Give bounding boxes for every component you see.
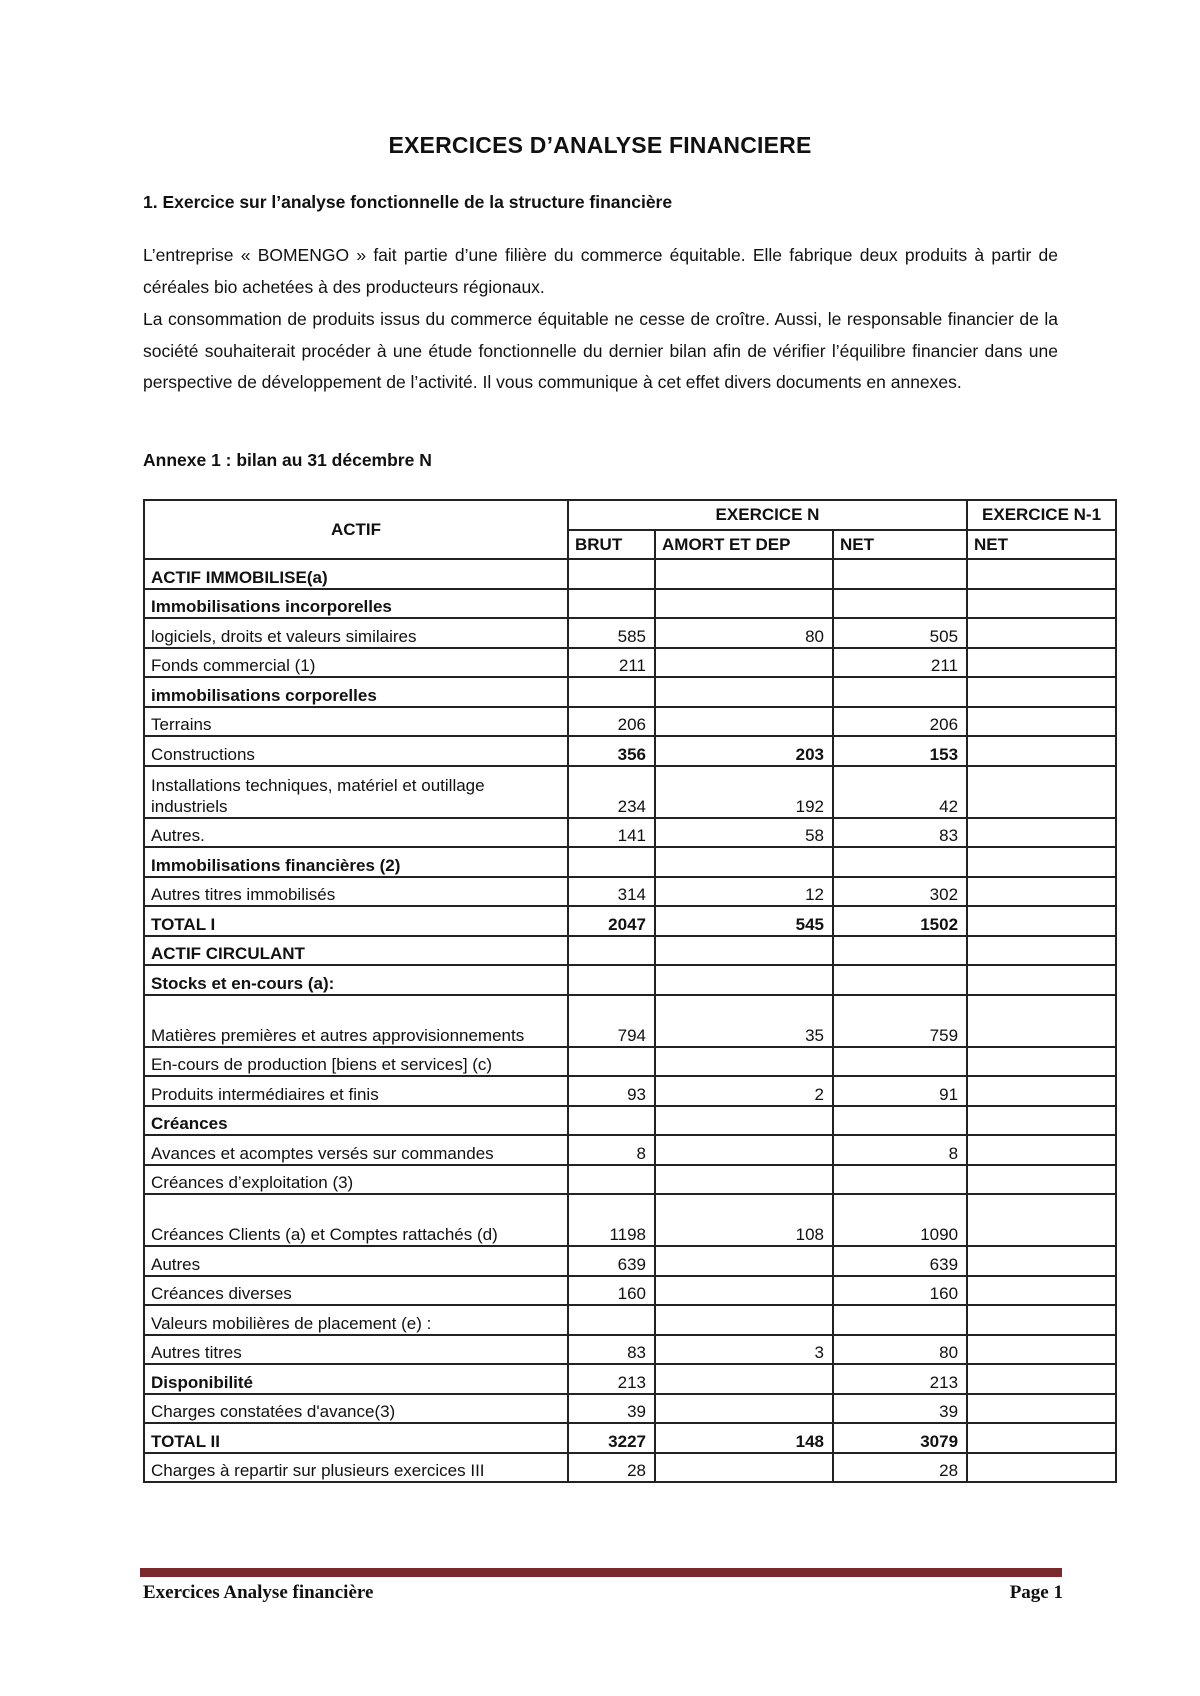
table-row <box>144 1165 1116 1195</box>
row-label: ACTIF CIRCULANT <box>144 936 568 966</box>
row-label: Installations techniques, matériel et outillage industriels <box>144 766 568 818</box>
row-label: ACTIF IMMOBILISE(a) <box>144 559 568 589</box>
row-net-n1 <box>967 1335 1116 1365</box>
row-brut: 39 <box>568 1394 655 1424</box>
row-brut: 93 <box>568 1076 655 1106</box>
header-amort: AMORT ET DEP <box>655 530 833 560</box>
row-brut: 356 <box>568 736 655 766</box>
row-net-n1 <box>967 1453 1116 1483</box>
row-amort: 35 <box>655 995 833 1047</box>
table-row <box>144 677 1116 707</box>
table-row <box>144 936 1116 966</box>
row-net <box>833 559 967 589</box>
row-net-n1 <box>967 736 1116 766</box>
table-row <box>144 906 1116 936</box>
row-amort <box>655 648 833 678</box>
row-brut: 3227 <box>568 1423 655 1453</box>
row-net: 3079 <box>833 1423 967 1453</box>
row-label: Stocks et en-cours (a): <box>144 965 568 995</box>
row-amort <box>655 677 833 707</box>
row-net-n1 <box>967 1076 1116 1106</box>
row-amort <box>655 1453 833 1483</box>
row-brut: 8 <box>568 1135 655 1165</box>
intro-paragraph-1: L’entreprise « BOMENGO » fait partie d’une filière du commerce équitable. Elle fabrique deux produits à partir de céréales bio achetées à des producteurs régionaux. <box>143 245 1058 297</box>
row-label: Créances diverses <box>144 1276 568 1306</box>
row-label: Matières premières et autres approvisionnements <box>144 995 568 1047</box>
row-net-n1 <box>967 818 1116 848</box>
row-brut <box>568 965 655 995</box>
table-row <box>144 1135 1116 1165</box>
row-net: 759 <box>833 995 967 1047</box>
page-title: EXERCICES D’ANALYSE FINANCIERE <box>388 132 812 158</box>
row-amort: 108 <box>655 1194 833 1246</box>
row-label: Autres <box>144 1246 568 1276</box>
row-amort <box>655 1047 833 1077</box>
row-net-n1 <box>967 1246 1116 1276</box>
row-net-n1 <box>967 965 1116 995</box>
row-label: En-cours de production [biens et services] (c) <box>144 1047 568 1077</box>
table-row <box>144 1106 1116 1136</box>
row-net-n1 <box>967 1106 1116 1136</box>
row-net: 83 <box>833 818 967 848</box>
row-net <box>833 936 967 966</box>
row-label: Autres titres immobilisés <box>144 877 568 907</box>
row-label: Charges à repartir sur plusieurs exercices III <box>144 1453 568 1483</box>
row-amort: 3 <box>655 1335 833 1365</box>
row-net <box>833 677 967 707</box>
row-brut: 1198 <box>568 1194 655 1246</box>
row-label: Créances <box>144 1106 568 1136</box>
row-net-n1 <box>967 1194 1116 1246</box>
row-net: 160 <box>833 1276 967 1306</box>
row-label: Autres titres <box>144 1335 568 1365</box>
row-label: Fonds commercial (1) <box>144 648 568 678</box>
row-net: 639 <box>833 1246 967 1276</box>
row-net: 8 <box>833 1135 967 1165</box>
row-net: 302 <box>833 877 967 907</box>
row-net-n1 <box>967 589 1116 619</box>
table-row <box>144 1246 1116 1276</box>
row-net <box>833 1047 967 1077</box>
row-net: 91 <box>833 1076 967 1106</box>
row-net: 153 <box>833 736 967 766</box>
row-brut: 83 <box>568 1335 655 1365</box>
row-brut <box>568 589 655 619</box>
row-brut: 160 <box>568 1276 655 1306</box>
row-amort <box>655 1246 833 1276</box>
row-label: Immobilisations incorporelles <box>144 589 568 619</box>
row-label: Autres. <box>144 818 568 848</box>
header-exercice-n1: EXERCICE N-1 <box>967 500 1116 530</box>
row-net-n1 <box>967 1305 1116 1335</box>
table-row <box>144 1194 1116 1246</box>
header-brut: BRUT <box>568 530 655 560</box>
row-amort: 148 <box>655 1423 833 1453</box>
row-amort <box>655 589 833 619</box>
row-net-n1 <box>967 618 1116 648</box>
table-row <box>144 1364 1116 1394</box>
row-amort <box>655 847 833 877</box>
table-row <box>144 736 1116 766</box>
row-amort: 2 <box>655 1076 833 1106</box>
row-brut: 314 <box>568 877 655 907</box>
row-amort <box>655 1106 833 1136</box>
row-amort <box>655 1276 833 1306</box>
row-brut <box>568 1047 655 1077</box>
table-row <box>144 965 1116 995</box>
row-label: Créances Clients (a) et Comptes rattachés (d) <box>144 1194 568 1246</box>
row-net-n1 <box>967 1135 1116 1165</box>
section-heading: 1. Exercice sur l’analyse fonctionnelle de la structure financière <box>143 192 673 212</box>
row-net-n1 <box>967 847 1116 877</box>
annexe-title: Annexe 1 : bilan au 31 décembre N <box>143 450 432 470</box>
row-net <box>833 1106 967 1136</box>
row-net-n1 <box>967 707 1116 737</box>
row-net-n1 <box>967 1165 1116 1195</box>
row-label: logiciels, droits et valeurs similaires <box>144 618 568 648</box>
footer-page-number: Page 1 <box>1009 1582 1063 1603</box>
row-brut: 211 <box>568 648 655 678</box>
row-label: immobilisations corporelles <box>144 677 568 707</box>
row-label: Créances d’exploitation (3) <box>144 1165 568 1195</box>
row-brut <box>568 1305 655 1335</box>
row-amort: 203 <box>655 736 833 766</box>
table-row <box>144 559 1116 589</box>
row-net <box>833 589 967 619</box>
row-label: Avances et acomptes versés sur commandes <box>144 1135 568 1165</box>
table-row <box>144 995 1116 1047</box>
row-brut <box>568 936 655 966</box>
row-net-n1 <box>967 766 1116 818</box>
header-actif: ACTIF <box>144 500 568 559</box>
row-net: 39 <box>833 1394 967 1424</box>
row-amort <box>655 936 833 966</box>
table-row <box>144 847 1116 877</box>
row-net-n1 <box>967 677 1116 707</box>
row-net: 206 <box>833 707 967 737</box>
row-net-n1 <box>967 1364 1116 1394</box>
row-net-n1 <box>967 1276 1116 1306</box>
row-label: TOTAL I <box>144 906 568 936</box>
row-net <box>833 965 967 995</box>
row-net-n1 <box>967 1394 1116 1424</box>
table-row <box>144 1394 1116 1424</box>
table-row <box>144 818 1116 848</box>
row-amort <box>655 1364 833 1394</box>
row-amort: 58 <box>655 818 833 848</box>
row-net-n1 <box>967 559 1116 589</box>
row-net: 505 <box>833 618 967 648</box>
table-row <box>144 1076 1116 1106</box>
header-net: NET <box>833 530 967 560</box>
row-brut: 141 <box>568 818 655 848</box>
table-row <box>144 707 1116 737</box>
row-net-n1 <box>967 1423 1116 1453</box>
row-brut: 28 <box>568 1453 655 1483</box>
row-amort <box>655 1394 833 1424</box>
table-row <box>144 1335 1116 1365</box>
row-net: 1090 <box>833 1194 967 1246</box>
footer-document-name: Exercices Analyse financière <box>143 1582 374 1603</box>
row-brut: 234 <box>568 766 655 818</box>
row-net: 80 <box>833 1335 967 1365</box>
header-net-n1: NET <box>967 530 1116 560</box>
table-row <box>144 1305 1116 1335</box>
row-amort <box>655 965 833 995</box>
row-amort <box>655 1305 833 1335</box>
row-label: TOTAL II <box>144 1423 568 1453</box>
row-net: 1502 <box>833 906 967 936</box>
table-row <box>144 1453 1116 1483</box>
row-net-n1 <box>967 906 1116 936</box>
row-net <box>833 1165 967 1195</box>
table-row <box>144 766 1116 818</box>
row-amort: 545 <box>655 906 833 936</box>
row-net-n1 <box>967 877 1116 907</box>
row-label: Disponibilité <box>144 1364 568 1394</box>
table-row <box>144 877 1116 907</box>
table-row <box>144 589 1116 619</box>
row-amort: 12 <box>655 877 833 907</box>
row-net: 42 <box>833 766 967 818</box>
row-brut <box>568 847 655 877</box>
row-label: Immobilisations financières (2) <box>144 847 568 877</box>
row-brut <box>568 677 655 707</box>
row-brut: 639 <box>568 1246 655 1276</box>
row-label: Constructions <box>144 736 568 766</box>
row-net: 211 <box>833 648 967 678</box>
row-brut <box>568 1106 655 1136</box>
row-brut: 213 <box>568 1364 655 1394</box>
row-net <box>833 1305 967 1335</box>
header-exercice-n: EXERCICE N <box>568 500 967 530</box>
row-brut: 794 <box>568 995 655 1047</box>
bilan-table <box>143 499 1117 1483</box>
footer-divider <box>140 1568 1062 1577</box>
row-label: Valeurs mobilières de placement (e) : <box>144 1305 568 1335</box>
table-row <box>144 1423 1116 1453</box>
intro-paragraph-2: La consommation de produits issus du commerce équitable ne cesse de croître. Aussi, le responsable financier de la société souhaiterait procéder à une étude fonctionnelle du dernier bilan afin de vérifier l’équilibre financier dans une perspective de développement de l’activité. Il vous communique à cet effet divers documents en annexes. <box>143 309 1058 392</box>
row-brut: 2047 <box>568 906 655 936</box>
row-amort <box>655 707 833 737</box>
row-amort: 80 <box>655 618 833 648</box>
row-brut <box>568 1165 655 1195</box>
row-brut: 585 <box>568 618 655 648</box>
row-amort <box>655 1165 833 1195</box>
row-brut <box>568 559 655 589</box>
row-amort <box>655 1135 833 1165</box>
row-label: Charges constatées d'avance(3) <box>144 1394 568 1424</box>
row-amort: 192 <box>655 766 833 818</box>
row-amort <box>655 559 833 589</box>
bilan-table-body <box>144 559 1116 1482</box>
row-label: Produits intermédiaires et finis <box>144 1076 568 1106</box>
table-row <box>144 618 1116 648</box>
row-net-n1 <box>967 995 1116 1047</box>
row-brut: 206 <box>568 707 655 737</box>
row-net: 213 <box>833 1364 967 1394</box>
row-net-n1 <box>967 1047 1116 1077</box>
row-label: Terrains <box>144 707 568 737</box>
row-net-n1 <box>967 648 1116 678</box>
row-net: 28 <box>833 1453 967 1483</box>
table-row <box>144 1047 1116 1077</box>
row-net <box>833 847 967 877</box>
row-net-n1 <box>967 936 1116 966</box>
table-row <box>144 648 1116 678</box>
table-row <box>144 1276 1116 1306</box>
